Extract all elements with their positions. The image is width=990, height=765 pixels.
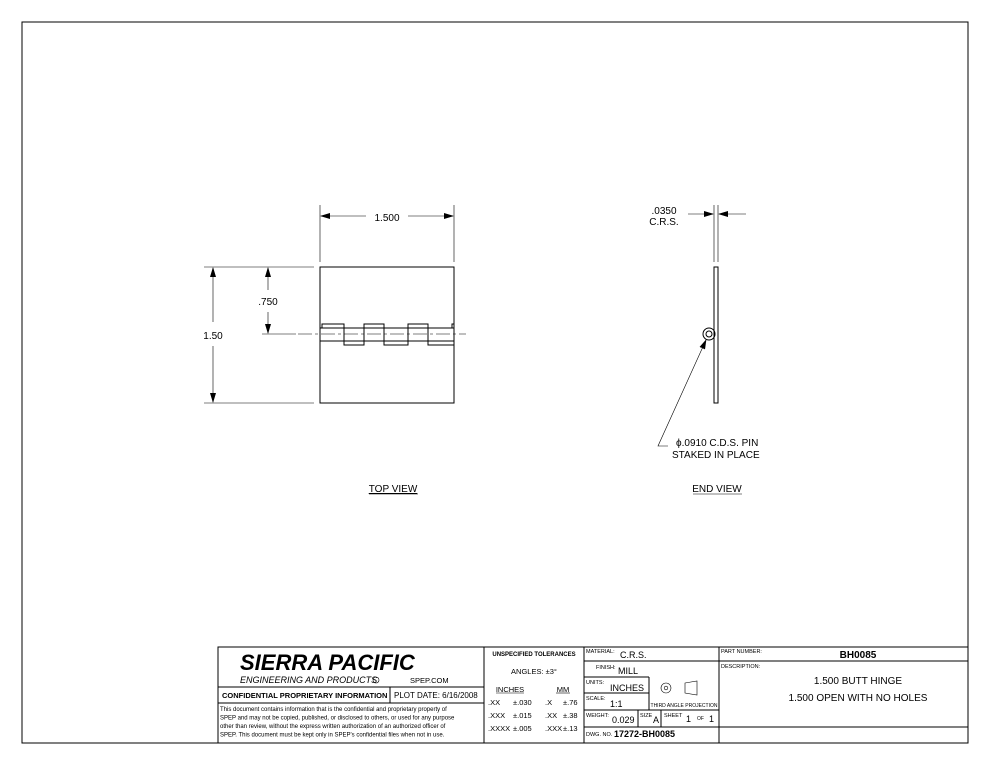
- end-view: [649, 205, 760, 495]
- tol-in-2-val: ±.015: [513, 711, 532, 720]
- material-value: C.R.S.: [620, 650, 647, 660]
- tol-mm-2-key: .XX: [545, 711, 558, 720]
- thickness-dim-value: .0350: [651, 206, 677, 217]
- width-dim-text: 1.500: [374, 213, 400, 224]
- pin-leader: [658, 340, 706, 446]
- knuckle-segments: [320, 324, 454, 345]
- confidential-text-4: SPEP. This document must be kept only in SPEP's confidential files when not in use.: [220, 732, 445, 739]
- top-view: [203, 205, 466, 495]
- material-label: MATERIAL:: [586, 649, 615, 655]
- company-sub: ENGINEERING AND PRODUCTS: [240, 675, 378, 685]
- description-line2: 1.500 OPEN WITH NO HOLES: [788, 693, 928, 704]
- title-block: [218, 647, 968, 743]
- part-number-label: PART NUMBER:: [721, 649, 762, 655]
- dwg-value: 17272-BH0085: [614, 729, 676, 739]
- part-number-value: BH0085: [839, 650, 877, 661]
- tol-in-1-val: ±.030: [513, 698, 532, 707]
- confidential-text-3: other than review, without the express written authorization of an authorized officer of: [220, 724, 446, 730]
- hinge-pin-outer: [703, 328, 715, 340]
- tol-mm-1-key: .X: [545, 698, 553, 707]
- half-height-dim-text: .750: [258, 297, 278, 308]
- weight-value: 0.029: [612, 715, 635, 725]
- tol-mm-3-key: .XXX: [545, 724, 563, 733]
- pin-note-line2: STAKED IN PLACE: [672, 450, 760, 461]
- tol-in-3-val: ±.005: [513, 724, 532, 733]
- units-value: INCHES: [610, 683, 645, 693]
- thickness-dim-material: C.R.S.: [649, 217, 679, 228]
- tol-in-2-key: .XXX: [488, 711, 506, 720]
- tolerances-angles: ANGLES: ±3°: [511, 667, 557, 676]
- tolerances-inches-header: INCHES: [495, 685, 525, 694]
- dwg-label: DWG. NO.: [586, 732, 613, 738]
- sheet-border: [22, 22, 968, 743]
- tol-mm-2-val: ±.38: [563, 711, 578, 720]
- end-view-caption: END VIEW: [692, 484, 742, 495]
- plot-date: PLOT DATE: 6/16/2008: [394, 691, 478, 700]
- weight-label: WEIGHT:: [586, 713, 609, 719]
- height-dim-text: 1.50: [203, 331, 223, 342]
- sheet-of: OF: [697, 716, 704, 722]
- finish-value: MILL: [618, 666, 639, 676]
- sheet-num: 1: [686, 714, 692, 724]
- hinge-pin-inner: [706, 331, 712, 337]
- tol-in-1-key: .XX: [488, 698, 501, 707]
- finish-label: FINISH:: [596, 665, 616, 671]
- description-label: DESCRIPTION:: [721, 664, 761, 670]
- description-line1: 1.500 BUTT HINGE: [813, 676, 903, 687]
- tol-in-3-key: .XXXX: [488, 724, 511, 733]
- third-angle-projection-icon: [661, 681, 697, 695]
- sheet-label: SHEET: [664, 713, 683, 719]
- tol-mm-3-val: ±.13: [563, 724, 578, 733]
- units-label: UNITS:: [586, 680, 605, 686]
- size-label: SIZE: [640, 713, 653, 719]
- scale-value: 1:1: [610, 699, 623, 709]
- scale-label: SCALE:: [586, 696, 606, 702]
- tolerances-mm-header: MM: [556, 685, 570, 694]
- projection-label: THIRD ANGLE PROJECTION: [650, 703, 718, 709]
- tolerances-heading: UNSPECIFIED TOLERANCES: [492, 652, 576, 658]
- pin-note-line1: ϕ.0910 C.D.S. PIN: [676, 438, 759, 449]
- confidential-text-2: SPEP and may not be copied, published, or disclosed to others, or used for any purpose: [220, 715, 455, 722]
- size-value: A: [653, 715, 660, 725]
- confidential-heading: CONFIDENTIAL PROPRIETARY INFORMATION: [222, 691, 388, 700]
- company-name: SIERRA PACIFIC: [240, 650, 415, 675]
- tol-mm-1-val: ±.76: [563, 698, 578, 707]
- hinge-outline: [320, 267, 454, 403]
- confidential-text-1: This document contains information that is the confidential and proprietary property of: [220, 707, 447, 713]
- company-website: SPEP.COM: [410, 676, 449, 685]
- top-view-caption: TOP VIEW: [368, 484, 418, 495]
- sheet-total: 1: [709, 714, 715, 724]
